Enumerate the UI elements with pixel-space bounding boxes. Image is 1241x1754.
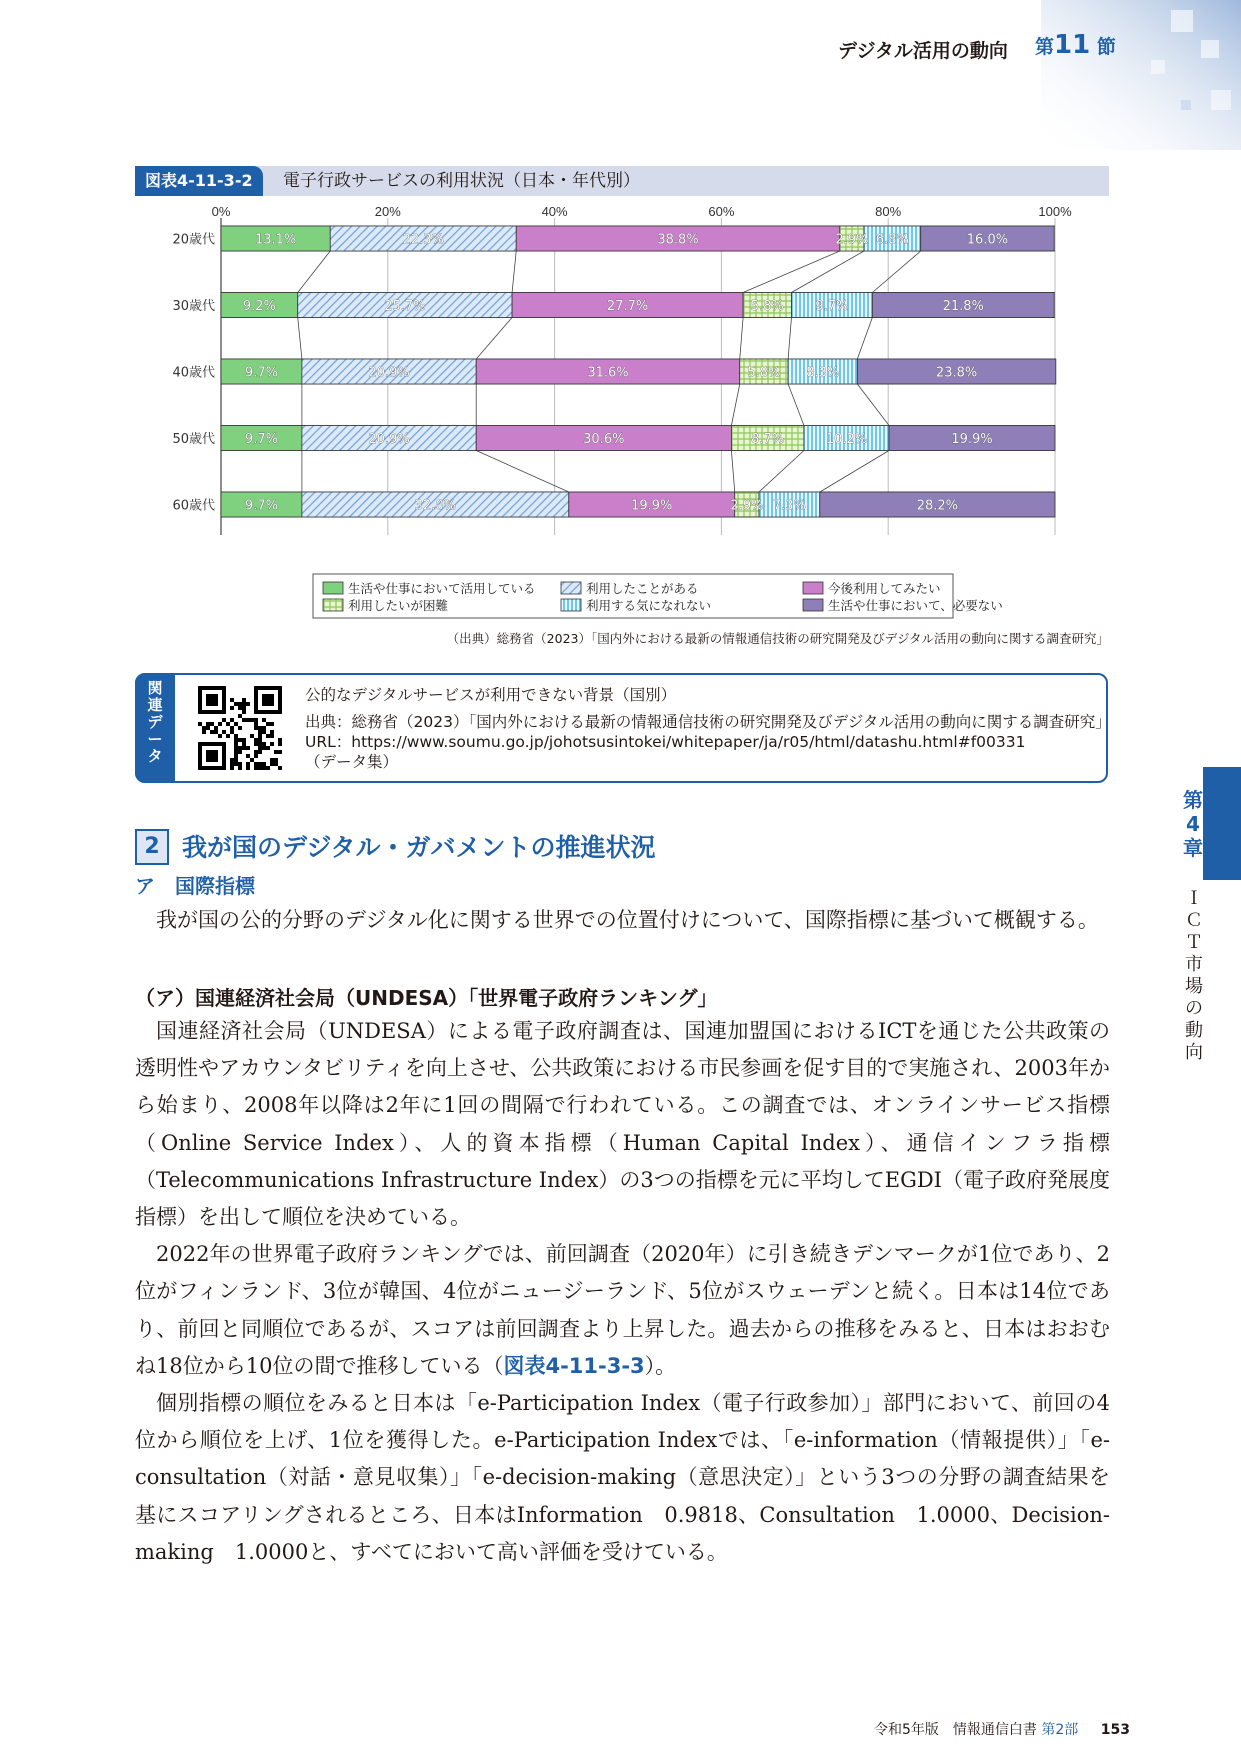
figure-caption: 電子行政サービスの利用状況（日本・年代別） [283,171,640,191]
related-data-source: 出典：総務省（2023）「国内外における最新の情報通信技術の研究開発及びデジタル活用の動向に関する調査研究」 [305,713,1111,731]
x-tick-label: 60% [708,204,735,219]
data-label: 8.7% [751,432,785,447]
legend-label: 生活や仕事において、必要ない [828,598,1003,613]
data-label: 9.2% [242,299,276,314]
figure-label: 図表4-11-3-2 [135,166,263,196]
data-label: 5.8% [750,299,784,314]
legend-swatch [803,582,823,594]
legend-label: 今後利用してみたい [828,581,941,596]
header-chapter-title: デジタル活用の動向 [838,40,1008,62]
legend-label: 利用したことがある [586,581,699,596]
x-tick-label: 100% [1038,204,1072,219]
data-label: 9.7% [815,299,849,314]
connector-line [298,251,331,293]
data-label: 31.6% [587,365,629,381]
data-label: 9.7% [244,365,278,381]
data-label: 19.9% [631,498,673,514]
subsubsection-heading: （ア）国連経済社会局（UNDESA）「世界電子政府ランキング」 [135,986,718,1010]
data-label: 28.2% [916,498,959,514]
data-label: 10.2% [825,432,868,447]
connector-line [788,384,804,426]
connector-line [857,318,872,360]
category-label: 50歳代 [172,432,215,447]
x-tick-label: 20% [374,204,401,219]
paragraph-intro: 我が国の公的分野のデジタル化に関する世界での位置付けについて、国際指標に基づいて概観する。 [156,908,1099,932]
paragraph-eparticipation: 個別指標の順位をみると日本は「e-Participation Index（電子行政参加）」部門において、前回の4位から順位を上げ、1位を獲得した。e-Participation Indexでは、「e-information（情報提供）」「e-consultation（対話・意見収集）」「e-decision-making（意思決定）」という3つの分野の調査結果を基にスコアリングされるところ、日本はInformation 0.9818、Consultation 1.0000、Decision-making 1.0000と、すべてにおいて高い評価を受けている。 [135,1391,1110,1564]
body-text [135,1013,1110,1571]
connector-line [743,251,840,293]
data-label: 16.0% [966,232,1009,248]
data-label: 2.9% [730,498,764,514]
connector-line [298,318,302,360]
data-label: 25.7% [384,299,426,314]
data-label: 20.9% [368,432,410,447]
data-label: 30.6% [583,432,625,447]
chapter-side-tab [1203,767,1241,880]
connector-line [788,318,791,360]
header-decoration [1041,0,1241,150]
connector-line [731,384,739,426]
paragraph-undesa: 国連経済社会局（UNDESA）による電子政府調査は、国連加盟国におけるICTを通じた公共政策の透明性やアカウンタビリティを向上させ、公共政策における市民参画を促す目的で実施され、2003年から始まり、2008年以降は2年に1回の間隔で行われている。この調査では、オンラインサービス指標（Online Service Index）、人的資本指標（Human Capital Index）、通信インフラ指標（Telecommunications Infrastructure Index）の3つの指標を元に平均してEGDI（電子政府発展度指標）を出して順位を決めている。 [135,1019,1111,1230]
legend-swatch [323,582,343,594]
related-data-url[interactable]: URL：https://www.soumu.go.jp/johotsusintokei/whitepaper/ja/r05/html/datashu.html#f00331 [305,733,1026,751]
figure-source: （出典）総務省（2023）「国内外における最新の情報通信技術の研究開発及びデジタル活用の動向に関する調査研究」 [446,631,1109,646]
legend-swatch [803,599,823,611]
data-label: 9.7% [244,498,278,514]
data-label: 9.7% [244,432,278,447]
subsection-heading: ア 国際指標 [135,874,255,898]
related-data-note: （データ集） [305,753,399,771]
section-title: 我が国のデジタル・ガバメントの推進状況 [182,833,656,862]
header-section: 第11 節 [1035,30,1116,60]
footer-book-title: 令和5年版 情報通信白書 [874,1722,1037,1738]
data-label: 27.7% [606,299,649,314]
legend-label: 利用する気になれない [586,598,712,613]
legend-label: 生活や仕事において活用している [348,581,536,596]
qr-code-icon[interactable] [198,685,282,771]
data-label: 8.3% [806,365,840,381]
paragraph-ranking: 2022年の世界電子政府ランキングでは、前回調査（2020年）に引き続きデンマークが1位であり、2位がフィンランド、3位が韓国、4位がニュージーランド、5位がスウェーデンと続く。日本は14位であり、前回と同順位であるが、スコアは前回調査より上昇した。過去からの推移をみると、日本はおおむね18位から10位の間で推移している（図表4-11-3-3）。 [135,1242,1110,1378]
legend-swatch [561,582,581,594]
data-label: 20.9% [368,365,410,381]
connector-line [740,318,743,360]
legend-label: 利用したいが困難 [348,598,449,613]
figure-reference-link[interactable]: 図表4-11-3-3 [503,1353,645,1378]
stacked-bar-chart [135,196,1109,626]
data-label: 23.8% [935,365,978,381]
related-data-tab-label: 関 連 デ ー タ [147,679,163,765]
data-label: 2.9% [835,232,869,248]
footer-part: 第2部 [1041,1722,1079,1738]
chapter-title-vertical: Ｉ Ｃ Ｔ 市 場 の 動 向 [1185,888,1203,1063]
x-tick-label: 40% [541,204,568,219]
data-label: 38.8% [657,232,699,248]
section-number: 2 [135,829,169,865]
data-label: 19.9% [951,432,993,447]
data-label: 32.0% [414,498,456,514]
data-label: 13.1% [254,232,297,248]
page-number: 153 [1100,1722,1130,1738]
connector-line [820,451,889,493]
connector-line [512,251,516,293]
connector-line [759,451,804,493]
legend-swatch [561,599,581,611]
category-label: 60歳代 [172,498,215,514]
related-data-title: 公的なデジタルサービスが利用できない背景（国別） [305,686,677,704]
x-tick-label: 80% [875,204,902,219]
chapter-number: 第 4 章 [1183,788,1203,860]
data-label: 5.8% [747,365,781,381]
connector-line [857,384,889,426]
x-tick-label: 0% [211,204,231,219]
connector-line [731,451,734,493]
data-label: 22.3% [402,232,444,248]
connector-line [872,251,920,293]
legend-swatch [323,599,343,611]
connector-line [476,318,512,360]
data-label: 21.8% [942,299,984,314]
data-label: 6.8% [875,232,909,248]
category-label: 40歳代 [172,365,215,381]
category-label: 20歳代 [172,232,215,248]
data-label: 7.3% [772,498,806,514]
connector-line [791,251,864,293]
page-footer [874,1719,1130,1739]
category-label: 30歳代 [172,299,215,314]
